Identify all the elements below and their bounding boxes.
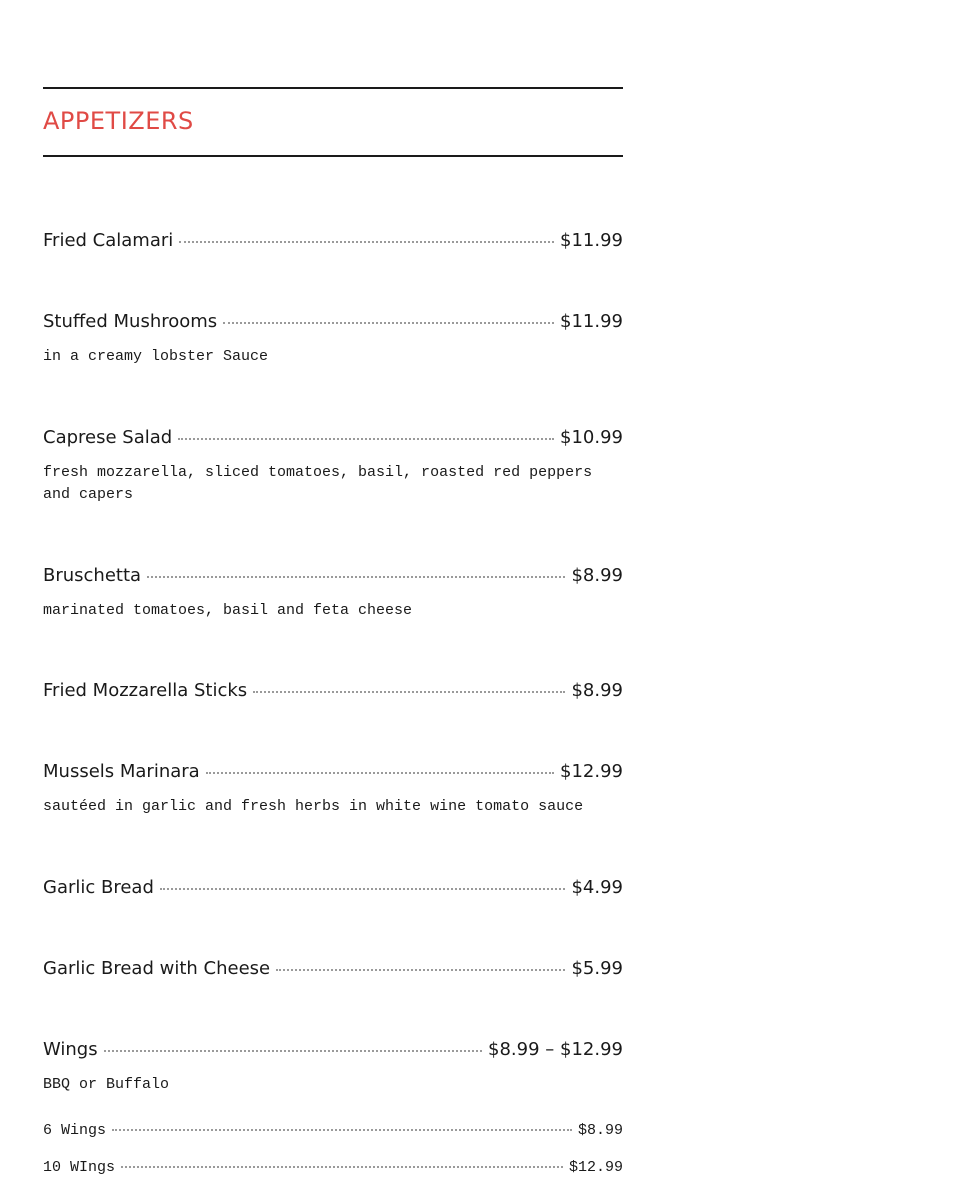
dot-leader bbox=[276, 969, 565, 971]
item-price: $11.99 bbox=[560, 230, 623, 251]
section-bottom-divider bbox=[43, 155, 623, 157]
dot-leader bbox=[206, 772, 554, 774]
item-description: sautéed in garlic and fresh herbs in white wine tomato sauce bbox=[43, 798, 584, 815]
item-price: $4.99 bbox=[571, 877, 623, 898]
item-price: $12.99 bbox=[560, 761, 623, 782]
item-description: in a creamy lobster Sauce bbox=[43, 348, 269, 365]
option-name: 6 Wings bbox=[43, 1122, 107, 1139]
dot-leader bbox=[104, 1050, 482, 1052]
item-name: Mussels Marinara bbox=[43, 761, 200, 782]
dot-leader bbox=[160, 888, 566, 890]
menu-item-fried-mozzarella-sticks bbox=[43, 679, 623, 703]
menu-item-garlic-bread-with-cheese bbox=[43, 957, 623, 981]
dot-leader bbox=[223, 322, 554, 324]
item-description: BBQ or Buffalo bbox=[43, 1076, 170, 1093]
menu-item-fried-calamari bbox=[43, 229, 623, 253]
item-description: marinated tomatoes, basil and feta cheese bbox=[43, 602, 413, 619]
section-top-divider bbox=[43, 87, 623, 89]
option-price: $8.99 bbox=[577, 1122, 623, 1139]
menu-item-bruschetta bbox=[43, 564, 623, 588]
dot-leader bbox=[112, 1129, 572, 1131]
menu-item-mussels-marinara bbox=[43, 760, 623, 784]
item-description: fresh mozzarella, sliced tomatoes, basil, roasted red peppers and capers bbox=[43, 464, 593, 503]
dot-leader bbox=[121, 1166, 563, 1168]
item-price: $8.99 bbox=[571, 680, 623, 701]
item-price: $8.99 bbox=[571, 565, 623, 586]
menu-item-wings bbox=[43, 1038, 623, 1062]
item-price: $8.99 – $12.99 bbox=[488, 1039, 623, 1060]
item-name: Garlic Bread bbox=[43, 877, 154, 898]
dot-leader bbox=[147, 576, 565, 578]
item-name: Wings bbox=[43, 1039, 98, 1060]
menu-item-caprese-salad bbox=[43, 426, 623, 450]
item-name: Fried Calamari bbox=[43, 230, 174, 251]
option-price: $12.99 bbox=[568, 1159, 623, 1176]
dot-leader bbox=[253, 691, 565, 693]
option-row-6-wings bbox=[43, 1121, 623, 1141]
item-price: $11.99 bbox=[560, 311, 623, 332]
item-name: Bruschetta bbox=[43, 565, 142, 586]
option-row-10-wings bbox=[43, 1158, 623, 1178]
dot-leader bbox=[179, 241, 554, 243]
section-title: APPETIZERS bbox=[43, 107, 194, 135]
item-name: Garlic Bread with Cheese bbox=[43, 958, 271, 979]
item-name: Fried Mozzarella Sticks bbox=[43, 680, 248, 701]
option-name: 10 WIngs bbox=[43, 1159, 116, 1176]
item-price: $10.99 bbox=[560, 427, 623, 448]
item-name: Caprese Salad bbox=[43, 427, 173, 448]
menu-item-stuffed-mushrooms bbox=[43, 310, 623, 334]
dot-leader bbox=[178, 438, 554, 440]
menu-item-garlic-bread bbox=[43, 876, 623, 900]
item-price: $5.99 bbox=[571, 958, 623, 979]
item-name: Stuffed Mushrooms bbox=[43, 311, 218, 332]
